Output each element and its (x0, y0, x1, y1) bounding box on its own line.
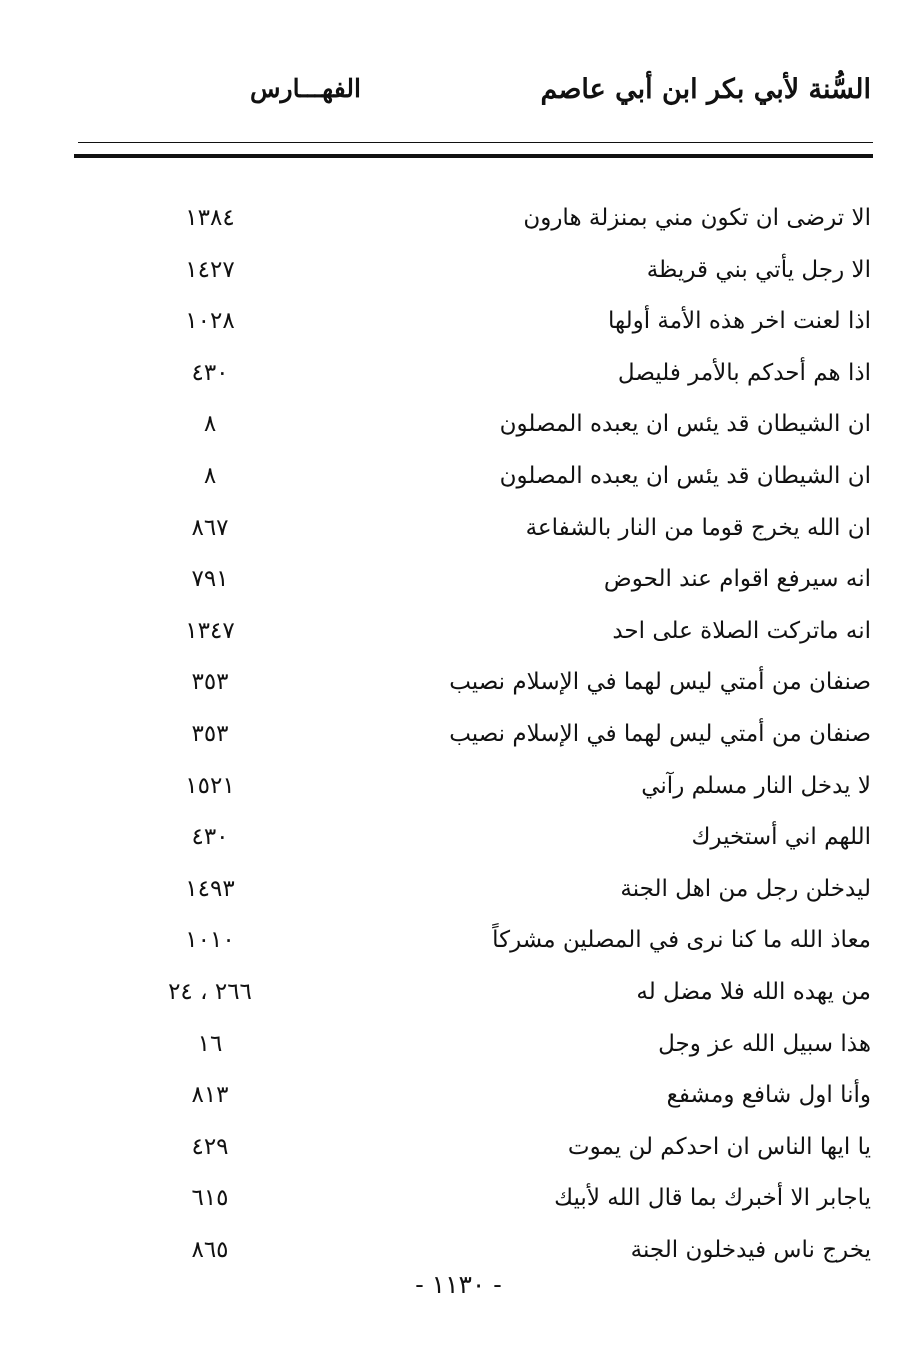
index-entry (150, 712, 871, 764)
entry-text: هذا سبيل الله عز وجل (658, 1030, 871, 1057)
section-title: الفهـــارس (250, 74, 361, 103)
index-entry (150, 402, 871, 454)
header-rule-thin (78, 142, 873, 143)
entry-ref: ١٣٨٤ (185, 205, 235, 231)
entry-text: اذا هم أحدكم بالأمر فليصل (617, 359, 871, 386)
index-list (150, 196, 871, 1279)
entry-text: ياجابر الا أخبرك بما قال الله لأبيك (554, 1185, 871, 1212)
entry-text: انه سيرفع اقوام عند الحوض (603, 566, 871, 593)
entry-ref: ١٤٢٧ (185, 256, 235, 283)
entry-ref: ١٤٩٣ (185, 875, 235, 902)
index-entry (150, 867, 871, 919)
entry-ref: ٨ (203, 462, 217, 489)
entry-text: الا رجل يأتي بني قريظة (646, 256, 871, 283)
entry-ref: ٣٥٣ (191, 720, 229, 747)
index-entry (150, 609, 871, 661)
index-entry (150, 299, 871, 351)
index-entry (150, 506, 871, 558)
entry-text: يخرج ناس فيدخلون الجنة (630, 1236, 871, 1263)
entry-ref: ١٠٢٨ (185, 308, 235, 335)
entry-ref: ٣٥٣ (191, 669, 229, 696)
entry-ref: ١٠١٠ (185, 927, 235, 954)
entry-text: لا يدخل النار مسلم رآني (641, 772, 871, 799)
index-entry (150, 196, 871, 248)
entry-text: اللهم اني أستخيرك (691, 824, 871, 851)
index-entry (150, 454, 871, 506)
entry-text: معاذ الله ما كنا نرى في المصلين مشركاً (492, 927, 871, 954)
entry-ref: ٤٣٠ (191, 359, 229, 386)
page-number: - ١١٣٠ - (415, 1270, 502, 1299)
index-entry (150, 248, 871, 300)
entry-ref: ٦١٥ (191, 1185, 229, 1212)
entry-text: ليدخلن رجل من اهل الجنة (620, 875, 871, 902)
entry-ref: ٨١٣ (191, 1082, 229, 1109)
entry-text: ان الله يخرج قوما من النار بالشفاعة (525, 514, 871, 541)
entry-text: انه ماتركت الصلاة على احد (612, 617, 871, 644)
entry-text: صنفان من أمتي ليس لهما في الإسلام نصيب (449, 720, 871, 747)
entry-text: ان الشيطان قد يئس ان يعبده المصلون (499, 462, 871, 489)
index-entry (150, 351, 871, 403)
book-title: السُّنة لأبي بكر ابن أبي عاصم (540, 74, 871, 105)
entry-text: صنفان من أمتي ليس لهما في الإسلام نصيب (449, 669, 871, 696)
index-entry (150, 557, 871, 609)
entry-ref: ١٥٢١ (185, 772, 235, 799)
index-entry (150, 660, 871, 712)
entry-text: ان الشيطان قد يئس ان يعبده المصلون (499, 411, 871, 438)
entry-text: اذا لعنت اخر هذه الأمة أولها (607, 308, 871, 335)
entry-text: من يهده الله فلا مضل له (636, 978, 871, 1005)
entry-ref: ١٦ (197, 1030, 223, 1057)
entry-ref: ٤٢٩ (191, 1133, 229, 1160)
entry-ref: ٤٣٠ (191, 824, 229, 851)
index-entry (150, 1125, 871, 1177)
entry-ref: ٨٦٧ (191, 514, 229, 541)
index-entry (150, 1176, 871, 1228)
index-entry (150, 815, 871, 867)
index-entry (150, 764, 871, 816)
entry-ref: ٨ (203, 411, 217, 438)
entry-ref: ٨٦٥ (191, 1236, 229, 1263)
entry-text: وأنا اول شافع ومشفع (666, 1082, 871, 1109)
index-entry (150, 1022, 871, 1074)
entry-ref: ٧٩١ (191, 566, 229, 593)
header-rule-thick (74, 154, 873, 158)
entry-ref: ١٣٤٧ (185, 617, 235, 644)
entry-text: يا ايها الناس ان احدكم لن يموت (567, 1133, 871, 1160)
entry-ref: ٢٦٦ ، ٢٤ (168, 978, 252, 1005)
index-entry (150, 918, 871, 970)
index-entry (150, 970, 871, 1022)
index-entry (150, 1073, 871, 1125)
entry-text: الا ترضى ان تكون مني بمنزلة هارون (523, 205, 871, 231)
